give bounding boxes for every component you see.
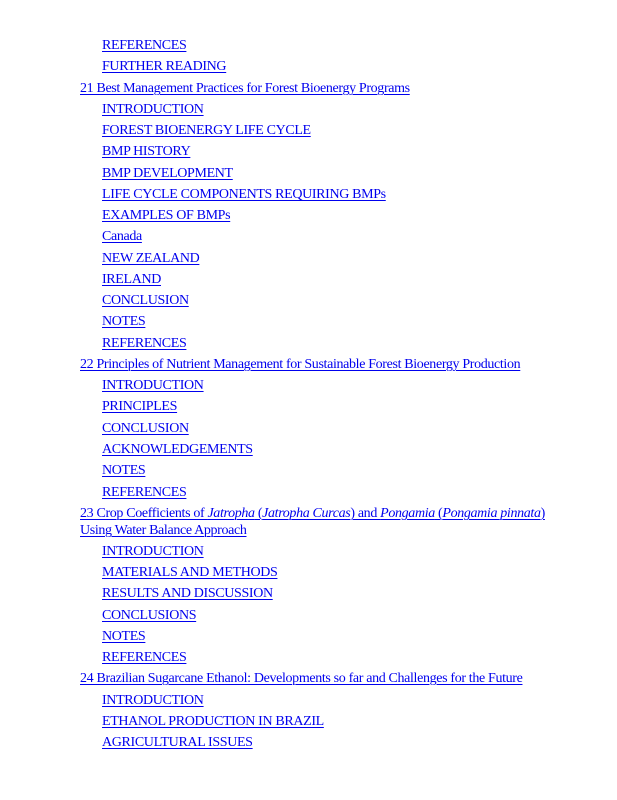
toc-link-ethanol-production-in-brazil[interactable]: ETHANOL PRODUCTION IN BRAZIL xyxy=(102,714,324,729)
toc-link-conclusions[interactable]: CONCLUSIONS xyxy=(102,608,197,623)
chapter-title-part: ) Using Water Balance Approach xyxy=(80,506,545,538)
toc-link-further-reading[interactable]: FURTHER READING xyxy=(102,59,227,74)
toc-link-canada[interactable]: Canada xyxy=(102,229,142,244)
toc-link-introduction[interactable]: INTRODUCTION xyxy=(102,693,204,708)
toc-link-results-and-discussion[interactable]: RESULTS AND DISCUSSION xyxy=(102,586,273,601)
toc-link-conclusion[interactable]: CONCLUSION xyxy=(102,421,189,436)
toc-link-life-cycle-components[interactable]: LIFE CYCLE COMPONENTS REQUIRING BMPs xyxy=(102,187,386,202)
toc-chapter-22[interactable]: 22 Principles of Nutrient Management for Sustainable Forest Bioenergy Production xyxy=(80,357,521,372)
chapter-title-part: ) and xyxy=(350,506,381,521)
toc-chapter-23[interactable] xyxy=(80,505,550,539)
toc-link-introduction[interactable]: INTRODUCTION xyxy=(102,378,204,393)
toc-link-introduction[interactable]: INTRODUCTION xyxy=(102,544,204,559)
toc-link-references[interactable]: REFERENCES xyxy=(102,650,187,665)
toc-link-conclusion[interactable]: CONCLUSION xyxy=(102,293,189,308)
toc-link-introduction[interactable]: INTRODUCTION xyxy=(102,102,204,117)
chapter-title-part: ( xyxy=(254,506,263,521)
toc-link-materials-and-methods[interactable]: MATERIALS AND METHODS xyxy=(102,565,278,580)
chapter-title-italic: Pongamia xyxy=(380,506,435,521)
toc-link-acknowledgements[interactable]: ACKNOWLEDGEMENTS xyxy=(102,442,253,457)
toc-chapter-21[interactable]: 21 Best Management Practices for Forest Bioenergy Programs xyxy=(80,81,410,96)
toc-link-forest-bioenergy-life-cycle[interactable]: FOREST BIOENERGY LIFE CYCLE xyxy=(102,123,311,138)
toc-link-principles[interactable]: PRINCIPLES xyxy=(102,399,178,414)
toc-link-new-zealand[interactable]: NEW ZEALAND xyxy=(102,251,200,266)
toc-link-references[interactable]: REFERENCES xyxy=(102,38,187,53)
toc-chapter-24[interactable]: 24 Brazilian Sugarcane Ethanol: Developments so far and Challenges for the Future xyxy=(80,671,523,686)
toc-link-bmp-development[interactable]: BMP DEVELOPMENT xyxy=(102,166,233,181)
toc-link-bmp-history[interactable]: BMP HISTORY xyxy=(102,144,191,159)
toc-link-references[interactable]: REFERENCES xyxy=(102,485,187,500)
chapter-title-italic: Jatropha Curcas xyxy=(262,506,351,521)
toc-link-ireland[interactable]: IRELAND xyxy=(102,272,161,287)
chapter-title-part: 23 Crop Coefficients of xyxy=(80,506,208,521)
toc-link-notes[interactable]: NOTES xyxy=(102,463,146,478)
toc-link-references[interactable]: REFERENCES xyxy=(102,336,187,351)
toc-link-notes[interactable]: NOTES xyxy=(102,314,146,329)
chapter-title-italic: Pongamia pinnata xyxy=(442,506,541,521)
chapter-title-part: ( xyxy=(434,506,443,521)
chapter-title-italic: Jatropha xyxy=(207,506,255,521)
toc-link-notes[interactable]: NOTES xyxy=(102,629,146,644)
toc-link-examples-of-bmps[interactable]: EXAMPLES OF BMPs xyxy=(102,208,231,223)
toc-link-agricultural-issues[interactable]: AGRICULTURAL ISSUES xyxy=(102,735,253,750)
